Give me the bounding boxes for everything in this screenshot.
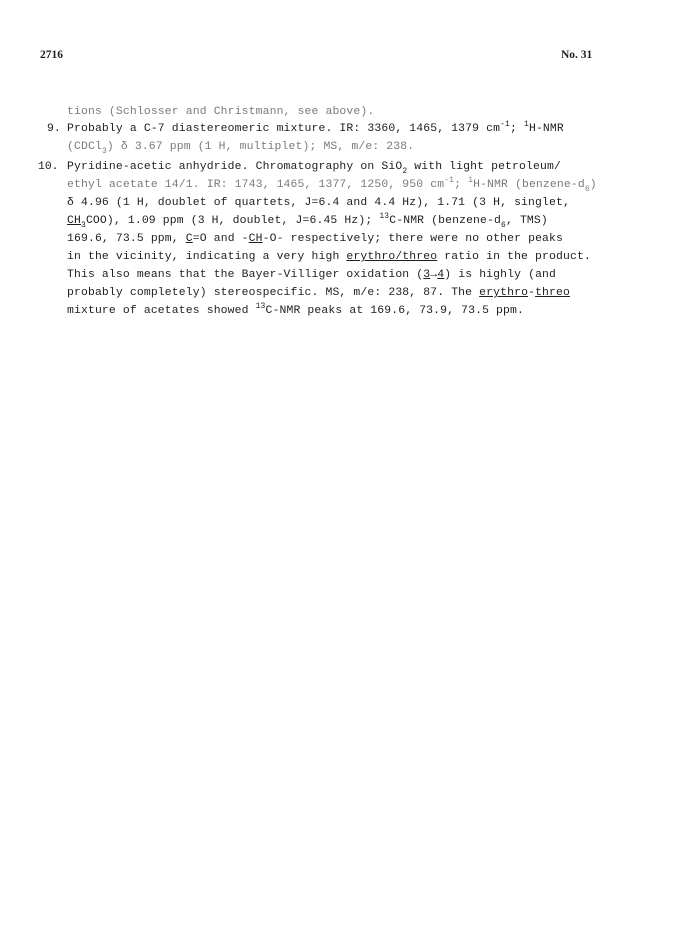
note-10-line-3: δ 4.96 (1 H, doublet of quartets, J=6.4 and 4.4 Hz), 1.71 (3 H, singlet,: [67, 197, 570, 209]
underlined-text: 4: [437, 269, 445, 281]
underlined-text: erythro/threo: [346, 251, 438, 263]
note-text: This also means that the Bayer-Villiger oxidation (: [67, 269, 424, 281]
underlined-text: 3: [423, 269, 431, 281]
subscript: 6: [584, 185, 590, 194]
subscript: 3: [101, 147, 107, 156]
note-text: probably completely) stereospecific. MS, m/e: 238, 87. The: [67, 287, 480, 299]
underlined-text: C: [185, 233, 193, 245]
issue-number: No. 31: [561, 49, 593, 61]
note-10-line-9: [67, 303, 524, 320]
note-text: in the vicinity, indicating a very high: [67, 251, 347, 263]
superscript: -1: [500, 120, 511, 129]
superscript: 13: [379, 212, 390, 221]
note-text: -O- respectively; there were no other peaks: [262, 233, 564, 245]
note-text: =O and -: [192, 233, 249, 245]
note-text: →: [430, 269, 438, 281]
note-text: , TMS): [505, 215, 548, 227]
note-continuation-line: tions (Schlosser and Christmann, see above).: [67, 106, 375, 118]
note-text: H-NMR: [528, 123, 564, 135]
underlined-text: CH: [67, 215, 81, 227]
subscript: 2: [402, 167, 408, 176]
note-text: C-NMR peaks at 169.6, 73.9, 73.5 ppm.: [265, 305, 524, 317]
note-text: Pyridine-acetic anhydride. Chromatography on SiO: [67, 161, 403, 173]
note-9-line-2: [67, 139, 414, 156]
note-text: ratio in the product.: [437, 251, 591, 263]
note-10-number: 10.: [38, 161, 59, 173]
note-9-number: 9.: [47, 123, 61, 135]
note-text: ) δ 3.67 ppm (1 H, multiplet); MS, m/e: 238.: [106, 141, 415, 153]
underlined-text: CH: [248, 233, 263, 245]
superscript: -1: [444, 176, 455, 185]
note-text: H-NMR (benzene-d: [473, 179, 585, 191]
note-text: mixture of acetates showed: [67, 305, 256, 317]
note-10-line-4: [67, 213, 548, 230]
note-text: ): [589, 179, 597, 191]
note-text: -: [528, 287, 536, 299]
note-text: ;: [510, 123, 524, 135]
note-text: with light petroleum/: [407, 161, 561, 173]
note-text: Probably a C-7 diastereomeric mixture. IR: 3360, 1465, 1379 cm: [67, 123, 501, 135]
superscript: 1: [524, 120, 529, 129]
subscript: 3: [80, 221, 86, 230]
note-10-line-7: [67, 267, 556, 284]
note-text: C-NMR (benzene-d: [389, 215, 502, 227]
note-9-line-1: [67, 121, 564, 138]
underlined-text: erythro: [479, 287, 529, 299]
subscript: 6: [501, 221, 506, 230]
note-10-line-2: [67, 177, 597, 194]
note-10-line-8: [67, 285, 570, 302]
note-10-line-5: [67, 231, 563, 248]
note-10-line-6: [67, 249, 591, 266]
superscript: 1: [468, 176, 474, 185]
note-10-line-1: [67, 159, 561, 176]
underlined-text: threo: [535, 287, 570, 299]
note-text: ;: [454, 179, 469, 191]
note-text: (CDCl: [67, 141, 102, 153]
note-text: ) is highly (and: [444, 269, 557, 281]
superscript: 13: [255, 302, 266, 311]
note-text: ethyl acetate 14/1. IR: 1743, 1465, 1377, 1250, 950 cm: [67, 179, 445, 191]
page-number: 2716: [40, 49, 63, 61]
note-text: 169.6, 73.5 ppm,: [67, 233, 186, 245]
note-text: COO), 1.09 ppm (3 H, doublet, J=6.45 Hz);: [85, 215, 380, 227]
